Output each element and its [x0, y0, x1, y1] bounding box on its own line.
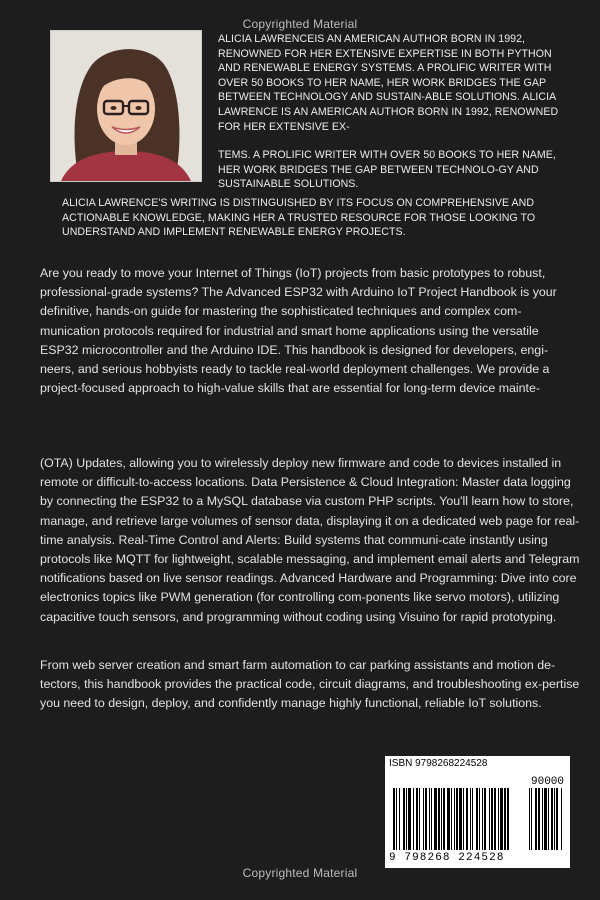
description-paragraph: Are you ready to move your Internet of Things (IoT) projects from basic prototypes to robust, professional-grade systems? The Advanced ESP32 with Arduino IoT Project Handbook is your definitive, hands-on guide for mastering the sophisticated techniques and complex com-munication protocols required for industrial and smart home applications using the versatile ESP32 microcontroller and the Arduino IDE. This handbook is designed for developers, engi-neers, and serious hobbyists ready to tackle real-world deployment challenges. We provide a project-focused approach to high-value skills that are essential for long-term device mainte-: [40, 266, 557, 396]
author-bio-paragraph: TEMS. A PROLIFIC WRITER WITH OVER 50 BOOKS TO HER NAME, HER WORK BRIDGES THE GAP BETWEEN TECHNOLO-GY AND SUSTAINABLE SOLUTIONS.: [218, 149, 556, 191]
description-paragraph: From web server creation and smart farm automation to car parking assistants and motion de-tectors, this handbook provides the practical code, circuit diagrams, and troubleshooting ex-pertise you need to design, deploy, and confidently manage highly functional, reliable IoT solutions.: [40, 658, 580, 711]
author-bio-paragraph: ALICIA LAWRENCEIS AN AMERICAN AUTHOR BORN IN 1992, RENOWNED FOR HER EXTENSIVE EXPERTISE IN BOTH PYTHON AND RENEWABLE ENERGY SYSTEMS. A PROLIFIC WRITER WITH OVER 50 BOOKS TO HER NAME, HER WORK BRIDGES THE GAP BETWEEN TECHNOLOGY AND SUSTAIN-ABLE SOLUTIONS. ALICIA LAWRENCE IS AN AMERICAN AUTHOR BORN IN 1992, RENOWNED FOR HER EXTENSIVE EX-: [218, 33, 559, 133]
isbn-barcode: [385, 756, 570, 868]
author-photo: [50, 30, 202, 182]
watermark-bottom: Copyrighted Material: [242, 866, 358, 880]
author-bio: [218, 32, 568, 192]
author-bio-summary: ALICIA LAWRENCE'S WRITING IS DISTINGUISHED BY ITS FOCUS ON COMPREHENSIVE AND ACTIONABLE KNOWLEDGE, MAKING HER A TRUSTED RESOURCE FOR THOSE LOOKING TO UNDERSTAND AND IMPLEMENT RENEWABLE ENERGY PROJECTS.: [62, 197, 536, 239]
ean-digits: 9 798268 224528: [389, 852, 505, 864]
author-portrait-icon: [51, 31, 201, 181]
description-paragraph: (OTA) Updates, allowing you to wirelessly deploy new firmware and code to devices installed in remote or difficult-to-access locations. Data Persistence & Cloud Integration: Master data logging by connecting the ESP32 to a MySQL database via custom PHP scripts. You'll learn how to store, manage, and retrieve large volumes of sensor data, displaying it on a dedicated web page for real-time analysis. Real-Time Control and Alerts: Build systems that communi-cate instantly using protocols like MQTT for lightweight, scalable messaging, and implement email alerts and Telegram notifications based on live sensor readings. Advanced Hardware and Programming: Dive into core electronics topics like PWM generation (for controlling com-ponents like servo motors), utilizing capacitive touch sensors, and programming without coding using Visuino for rapid prototyping.: [40, 456, 580, 624]
barcode-bars-icon: [389, 788, 566, 852]
price-code: 90000: [531, 776, 565, 788]
watermark-top: Copyrighted Material: [242, 17, 358, 31]
isbn-label: ISBN 9798268224528: [389, 758, 488, 769]
